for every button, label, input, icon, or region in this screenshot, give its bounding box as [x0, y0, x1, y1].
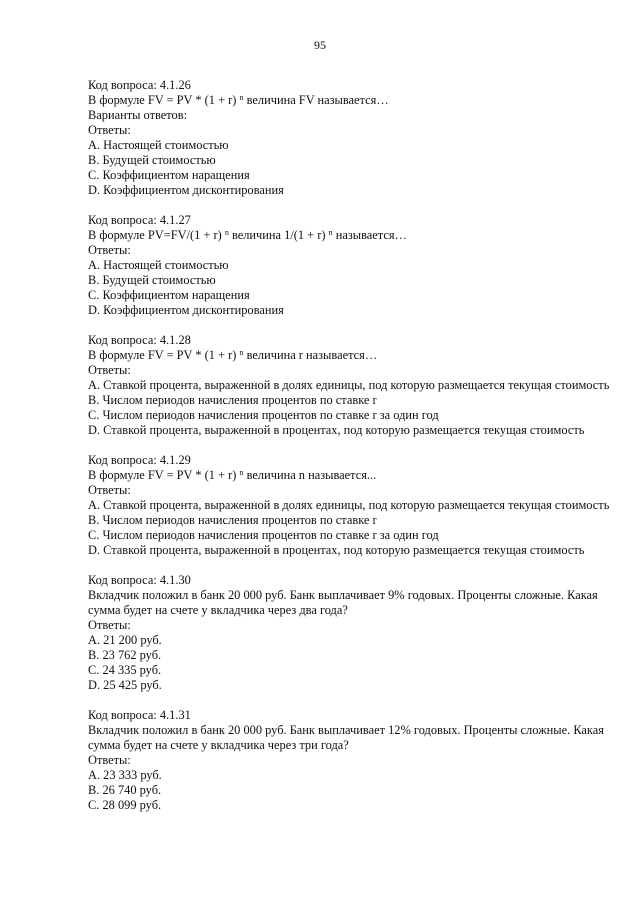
answer-option-b: B. Числом периодов начисления процентов по ставке r — [88, 393, 377, 407]
question-4-1-29 — [88, 453, 618, 558]
answer-option-d: D. Ставкой процента, выраженной в процентах, под которую размещается текущая стоимость — [88, 423, 585, 437]
question-text-part: величина FV называется… — [243, 93, 389, 107]
exponent: n — [328, 228, 333, 237]
answers-label: Ответы: — [88, 618, 131, 632]
answer-option-a: A. Настоящей стоимостью — [88, 138, 229, 152]
question-4-1-31 — [88, 708, 618, 813]
question-text — [88, 348, 618, 363]
answer-option-c: C. 24 335 руб. — [88, 663, 162, 677]
answers-label: Ответы: — [88, 123, 131, 137]
question-text: Вкладчик положил в банк 20 000 руб. Банк выплачивает 9% годовых. Проценты сложные. Какая сумма будет на счете у вкладчика через два года? — [88, 588, 598, 617]
answer-option-a: A. Ставкой процента, выраженной в долях единицы, под которую размещается текущая стоимость — [88, 498, 610, 512]
answer-option-b: B. Будущей стоимостью — [88, 153, 216, 167]
question-4-1-27 — [88, 213, 618, 318]
question-text-part: В формуле FV = PV * (1 + r) — [88, 348, 240, 362]
answer-option-c: C. 28 099 руб. — [88, 798, 162, 812]
answer-option-c: C. Коэффициентом наращения — [88, 288, 250, 302]
question-text-part: В формуле FV = PV * (1 + r) — [88, 93, 240, 107]
exponent: n — [224, 228, 229, 237]
question-text — [88, 468, 618, 483]
answers-label: Ответы: — [88, 363, 131, 377]
answer-option-c: C. Коэффициентом наращения — [88, 168, 250, 182]
answer-option-b: B. 23 762 руб. — [88, 648, 162, 662]
answer-option-d: D. Коэффициентом дисконтирования — [88, 303, 284, 317]
answer-option-c: C. Числом периодов начисления процентов по ставке r за один год — [88, 528, 439, 542]
page-number: 95 — [314, 38, 326, 52]
answer-option-d: D. Коэффициентом дисконтирования — [88, 183, 284, 197]
answer-option-a: A. Настоящей стоимостью — [88, 258, 229, 272]
answer-option-c: C. Числом периодов начисления процентов по ставке r за один год — [88, 408, 439, 422]
answer-option-d: D. Ставкой процента, выраженной в процентах, под которую размещается текущая стоимость — [88, 543, 585, 557]
answers-label: Ответы: — [88, 753, 131, 767]
question-text: Вкладчик положил в банк 20 000 руб. Банк выплачивает 12% годовых. Проценты сложные. Какая сумма будет на счете у вкладчика через три года? — [88, 723, 604, 752]
answer-option-a: A. 23 333 руб. — [88, 768, 162, 782]
question-code: Код вопроса: 4.1.28 — [88, 333, 191, 347]
question-text-part: величина n называется... — [243, 468, 377, 482]
exponent: n — [239, 468, 244, 477]
answer-option-b: B. 26 740 руб. — [88, 783, 162, 797]
question-code: Код вопроса: 4.1.31 — [88, 708, 191, 722]
answer-option-b: B. Числом периодов начисления процентов по ставке r — [88, 513, 377, 527]
answers-label: Ответы: — [88, 483, 131, 497]
document-body — [88, 78, 618, 813]
answer-option-b: B. Будущей стоимостью — [88, 273, 216, 287]
question-text-part: величина 1/(1 + r) — [228, 228, 329, 242]
question-code: Код вопроса: 4.1.26 — [88, 78, 191, 92]
question-text-part: величина r называется… — [243, 348, 378, 362]
exponent: n — [239, 93, 244, 102]
question-4-1-30 — [88, 573, 618, 693]
question-text-part: В формуле PV=FV/(1 + r) — [88, 228, 225, 242]
answer-option-a: A. 21 200 руб. — [88, 633, 162, 647]
question-code: Код вопроса: 4.1.29 — [88, 453, 191, 467]
question-4-1-26 — [88, 78, 618, 198]
exponent: n — [239, 348, 244, 357]
variants-label: Варианты ответов: — [88, 108, 188, 122]
question-code: Код вопроса: 4.1.30 — [88, 573, 191, 587]
question-text — [88, 228, 618, 243]
question-code: Код вопроса: 4.1.27 — [88, 213, 191, 227]
answer-option-a: A. Ставкой процента, выраженной в долях единицы, под которую размещается текущая стоимость — [88, 378, 610, 392]
question-text-part: называется… — [332, 228, 407, 242]
answers-label: Ответы: — [88, 243, 131, 257]
question-text-part: В формуле FV = PV * (1 + r) — [88, 468, 240, 482]
question-4-1-28 — [88, 333, 618, 438]
question-text — [88, 93, 618, 108]
answer-option-d: D. 25 425 руб. — [88, 678, 162, 692]
